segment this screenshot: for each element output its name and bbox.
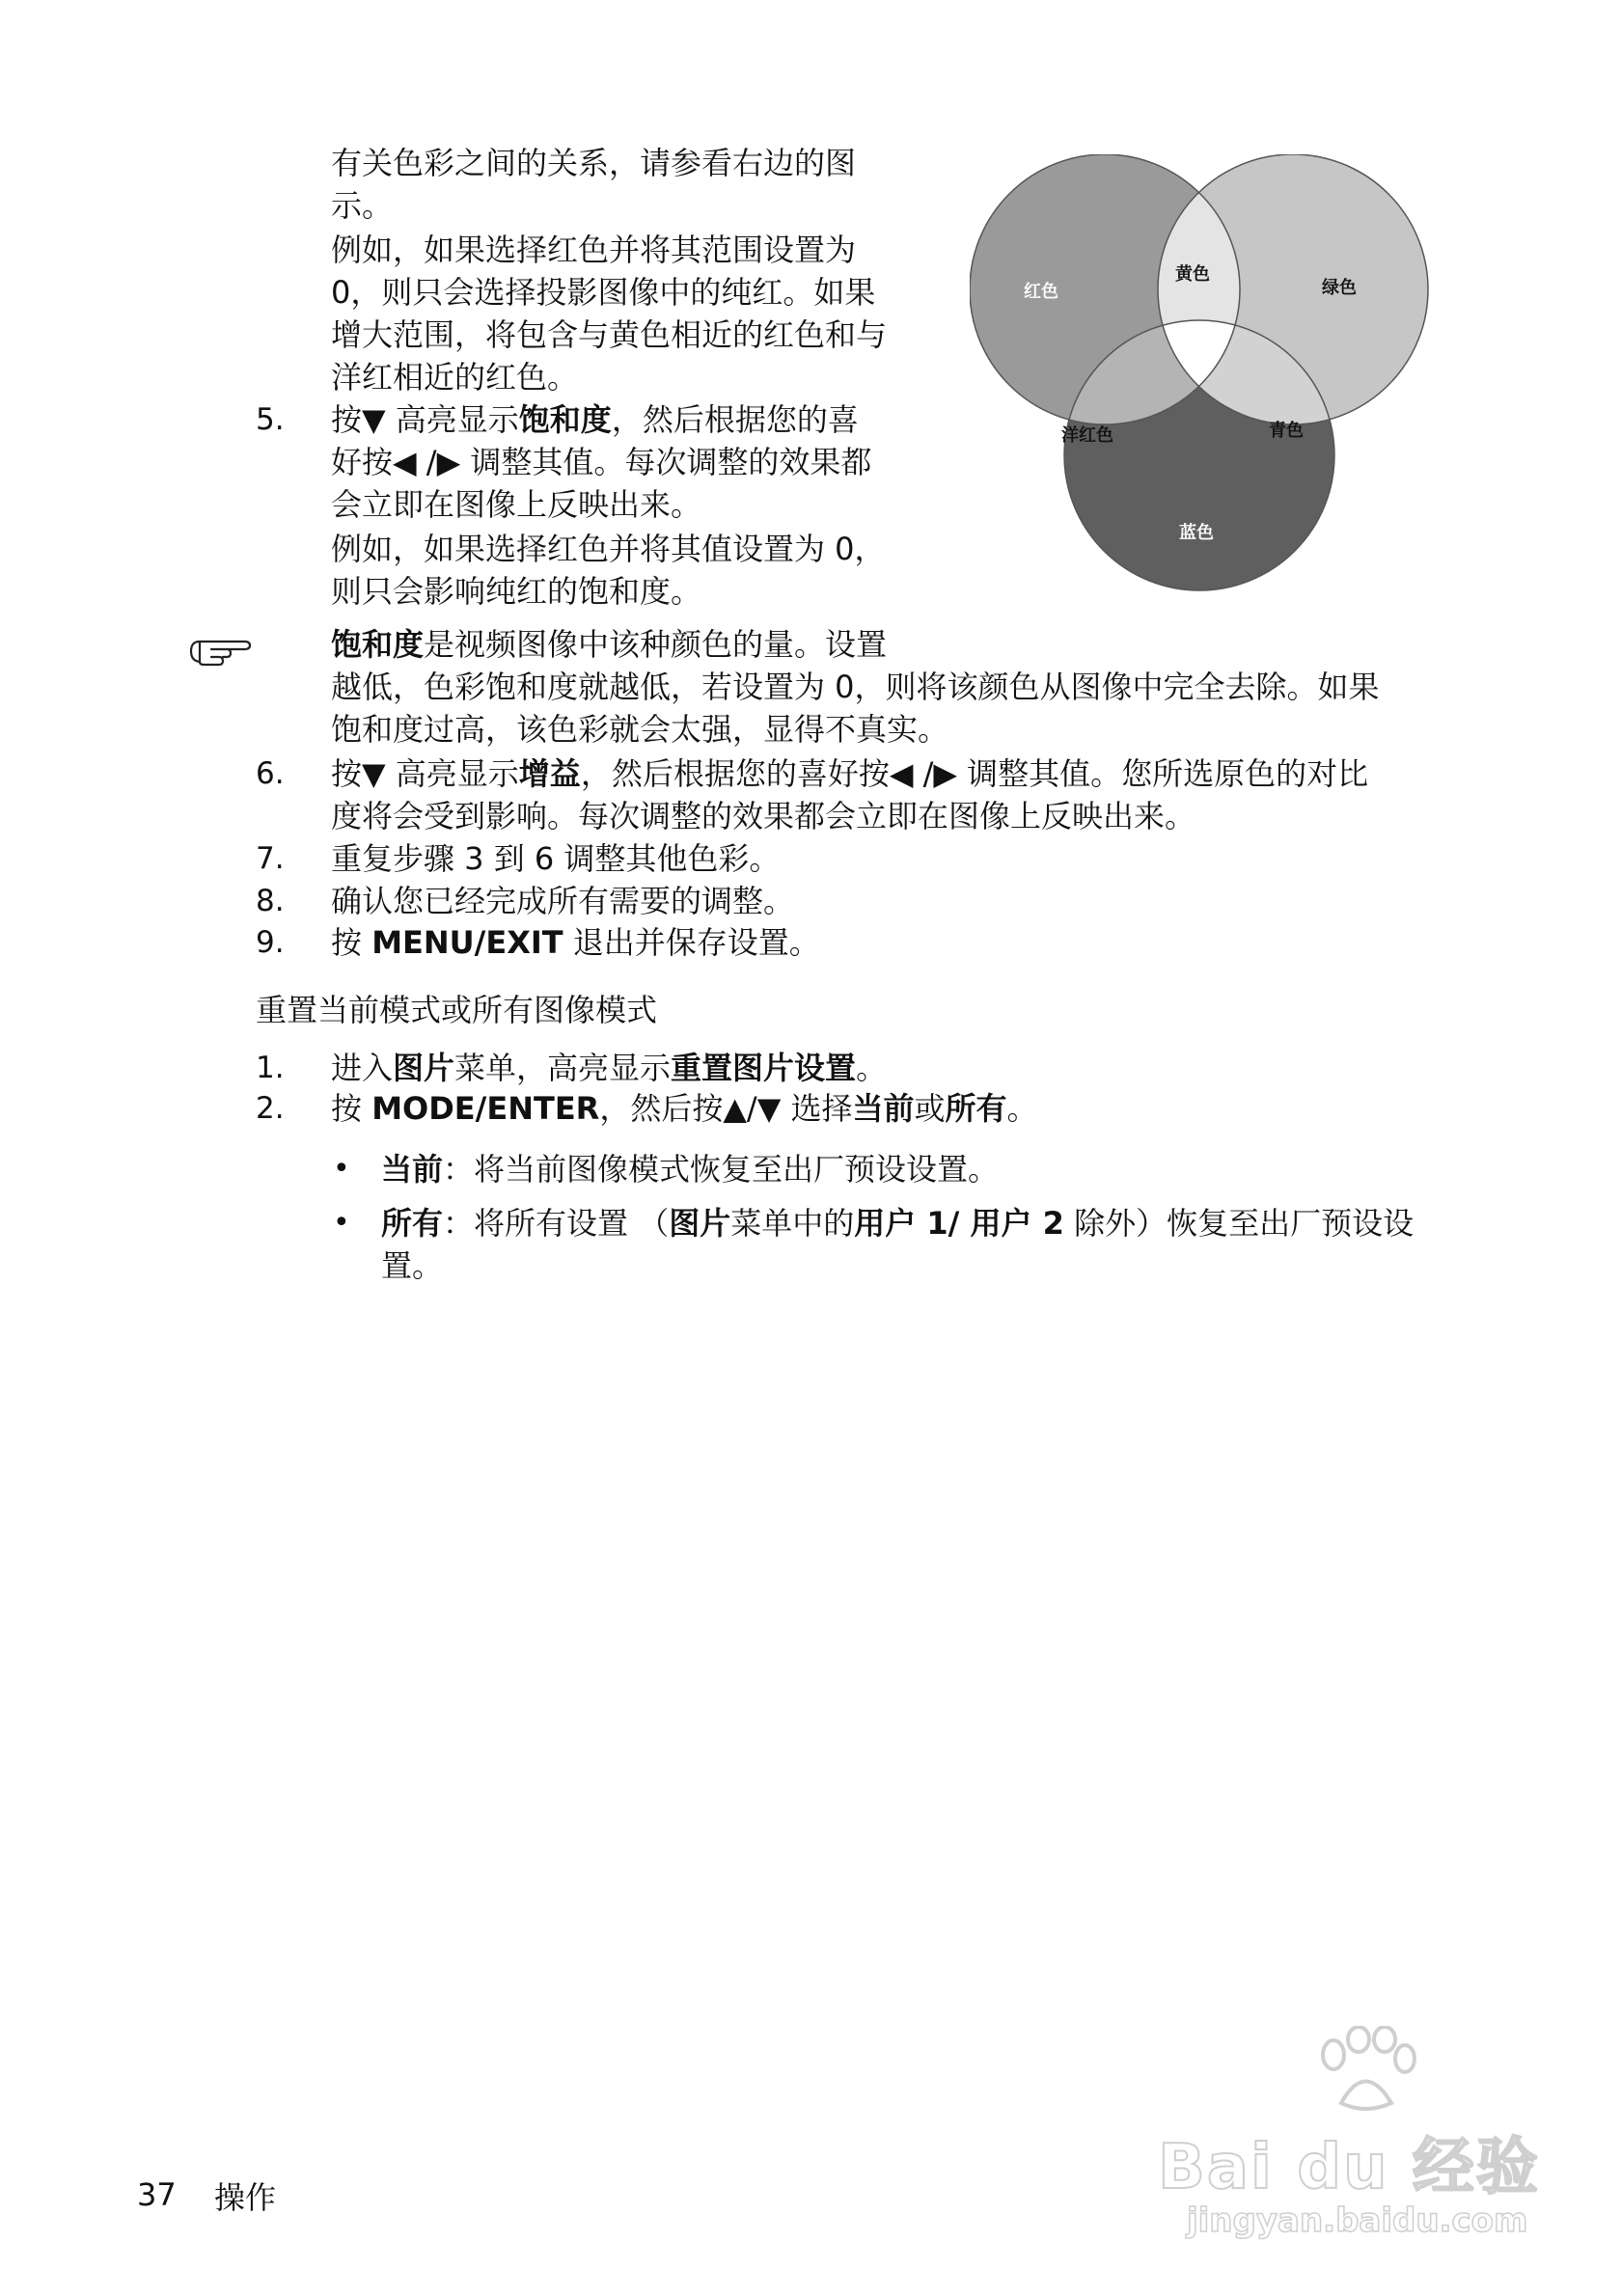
label-yellow: 黄色 [1175,264,1210,285]
step-5-line-5: 则只会影响纯红的饱和度。 [331,573,702,610]
page-number: 37 [137,2176,177,2213]
reset-1-text: 进入图片菜单，高亮显示重置图片设置。 [331,1050,888,1086]
step-5-line-4: 例如，如果选择红色并将其值设置为 0， [331,531,886,567]
color-venn-diagram [970,154,1452,608]
step-6-line-1: 按▼ 高亮显示增益，然后根据您的喜好按◀ /▶ 调整其值。您所选原色的对比 [331,755,1369,792]
section-name: 操作 [214,2179,277,2216]
step-8-text: 确认您已经完成所有需要的调整。 [331,883,795,919]
label-magenta: 洋红色 [1061,425,1113,446]
step-6-line-2: 度将会受到影响。每次调整的效果都会立即在图像上反映出来。 [331,798,1196,834]
label-cyan: 青色 [1269,421,1304,441]
watermark-brand: Bai du 经验 [1158,2132,1540,2203]
intro-line-4: 0，则只会选择投影图像中的纯红。如果 [331,274,876,311]
bullet-1-text: 当前：将当前图像模式恢复至出厂预设设置。 [381,1151,1000,1188]
bullet-dot-2: • [333,1206,350,1240]
note-line-2: 越低，色彩饱和度就越低，若设置为 0，则将该颜色从图像中完全去除。如果 [331,669,1380,705]
step-8-number: 8. [256,884,285,918]
step-5-number: 5. [256,402,285,437]
reset-heading: 重置当前模式或所有图像模式 [256,992,658,1028]
bullet-2-line-1: 所有：将所有设置 （图片菜单中的用户 1/ 用户 2 除外）恢复至出厂预设设 [381,1205,1415,1242]
step-5-line-3: 会立即在图像上反映出来。 [331,486,702,523]
bullet-dot-1: • [333,1152,350,1186]
intro-line-5: 增大范围，将包含与黄色相近的红色和与 [331,316,888,353]
step-9-text: 按 MENU/EXIT 退出并保存设置。 [331,924,820,961]
baidu-watermark [1158,2026,1563,2257]
note-line-3: 饱和度过高，该色彩就会太强，显得不真实。 [331,711,949,748]
reset-1-number: 1. [256,1051,285,1085]
label-blue: 蓝色 [1179,523,1214,543]
step-5-line-2: 好按◀ /▶ 调整其值。每次调整的效果都 [331,444,872,480]
reset-2-number: 2. [256,1091,285,1126]
intro-line-6: 洋红相近的红色。 [331,359,579,396]
bullet-2-line-2: 置。 [381,1247,444,1284]
paw-logo-icon [1312,2026,1418,2113]
step-9-number: 9. [256,925,285,960]
intro-line-3: 例如，如果选择红色并将其范围设置为 [331,232,857,268]
step-5-line-1: 按▼ 高亮显示饱和度，然后根据您的喜 [331,401,859,438]
reset-2-text: 按 MODE/ENTER，然后按▲/▼ 选择当前或所有。 [331,1090,1038,1127]
note-line-1: 饱和度是视频图像中该种颜色的量。设置 [331,626,888,663]
label-green: 绿色 [1322,278,1357,298]
label-red: 红色 [1024,282,1058,302]
pointing-hand-icon [188,634,256,669]
step-7-number: 7. [256,841,285,876]
intro-line-1: 有关色彩之间的关系，请参看右边的图 [331,145,857,181]
intro-line-2: 示。 [331,187,394,224]
step-6-number: 6. [256,756,285,791]
watermark-url: jingyan.baidu.com [1187,2201,1528,2240]
step-7-text: 重复步骤 3 到 6 调整其他色彩。 [331,840,781,877]
